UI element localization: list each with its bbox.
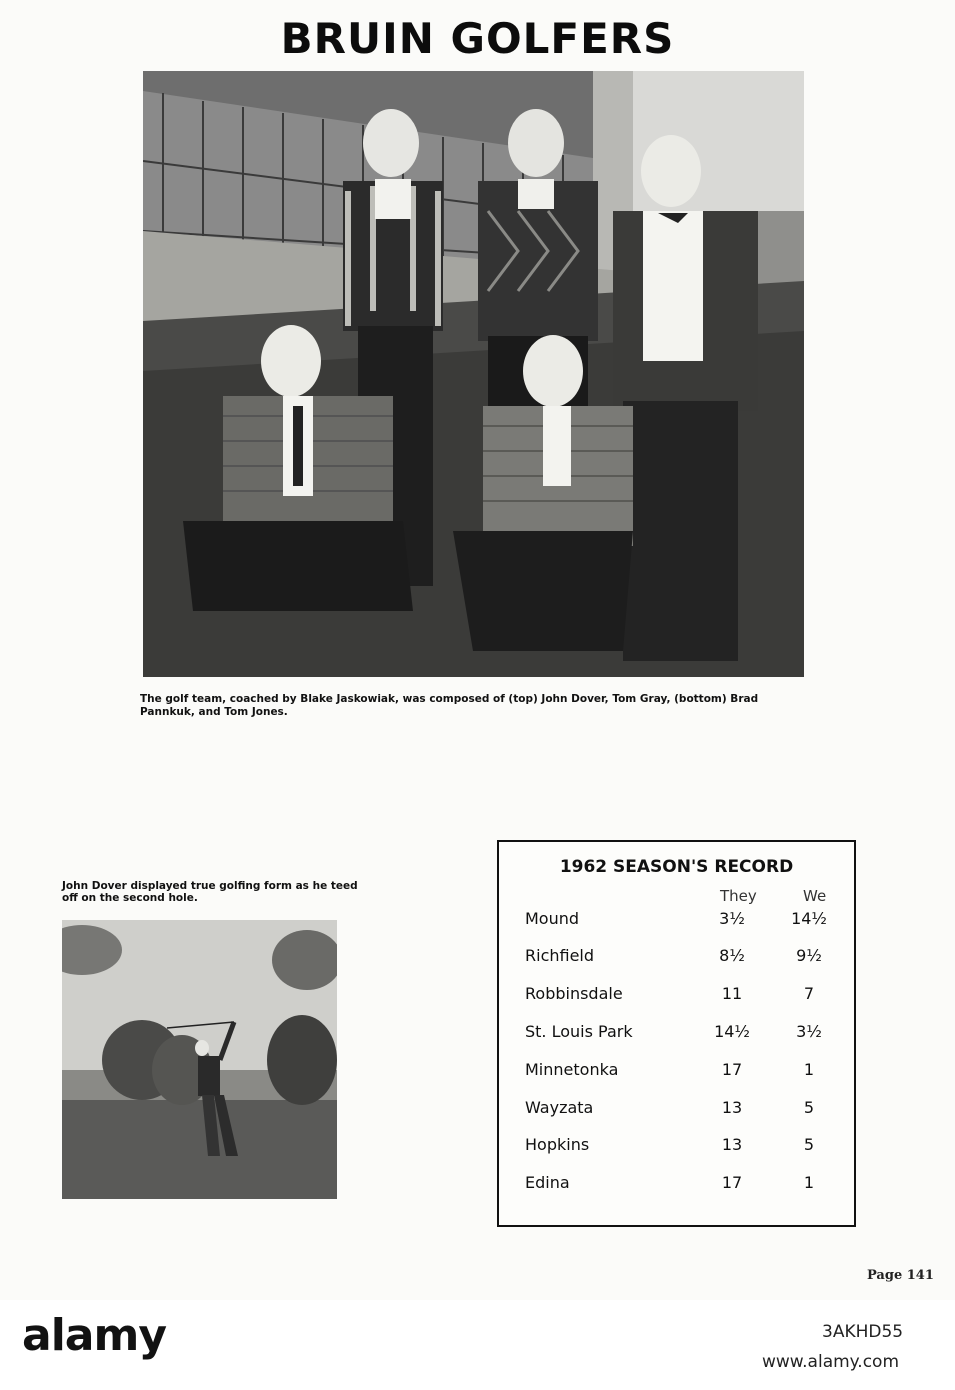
team-photo-illustration	[143, 71, 804, 677]
we-score: 5	[803, 1135, 815, 1154]
opponent-name: Wayzata	[525, 1098, 594, 1117]
page-title: BRUIN GOLFERS	[280, 14, 675, 63]
golf-photo	[62, 920, 337, 1199]
we-score: 9½	[796, 946, 822, 965]
watermark-url: www.alamy.com	[762, 1352, 900, 1372]
they-score: 13	[721, 1098, 743, 1117]
opponent-name: St. Louis Park	[525, 1022, 633, 1041]
we-score: 1	[803, 1173, 815, 1192]
they-score: 3½	[719, 909, 745, 928]
table-row	[499, 946, 854, 976]
table-row	[499, 1060, 854, 1090]
opponent-name: Edina	[525, 1173, 570, 1192]
opponent-name: Hopkins	[525, 1135, 590, 1154]
they-score: 11	[721, 984, 743, 1003]
opponent-name: Minnetonka	[525, 1060, 619, 1079]
opponent-name: Robbinsdale	[525, 984, 623, 1003]
golf-photo-caption: John Dover displayed true golfing form as he teed off on the second hole.	[62, 880, 358, 904]
table-row	[499, 1135, 854, 1165]
they-score: 17	[721, 1060, 743, 1079]
table-row	[499, 909, 854, 939]
table-row	[499, 984, 854, 1014]
we-score: 3½	[796, 1022, 822, 1041]
golf-photo-illustration	[62, 920, 337, 1199]
page-number: Page 141	[867, 1268, 934, 1283]
table-row	[499, 1022, 854, 1052]
they-score: 14½	[714, 1022, 750, 1041]
they-score: 17	[721, 1173, 743, 1192]
team-photo-caption: The golf team, coached by Blake Jaskowiak, was composed of (top) John Dover, Tom Gray, (bottom) Brad Pannkuk, and Tom Jones.	[140, 693, 759, 718]
team-photo	[143, 71, 804, 677]
we-score: 1	[803, 1060, 815, 1079]
we-score: 5	[803, 1098, 815, 1117]
column-header-we: We	[803, 887, 827, 905]
they-score: 13	[721, 1135, 743, 1154]
opponent-name: Mound	[525, 909, 580, 928]
table-row	[499, 1173, 854, 1203]
opponent-name: Richfield	[525, 946, 595, 965]
watermark-image-id: 3AKHD55	[822, 1322, 904, 1342]
we-score: 14½	[791, 909, 827, 928]
they-score: 8½	[719, 946, 745, 965]
we-score: 7	[803, 984, 815, 1003]
column-header-they: They	[720, 887, 757, 905]
season-record-table	[497, 840, 856, 1227]
watermark-logo: alamy	[22, 1310, 166, 1361]
season-record-title: 1962 SEASON'S RECORD	[559, 857, 794, 877]
table-row	[499, 1098, 854, 1128]
